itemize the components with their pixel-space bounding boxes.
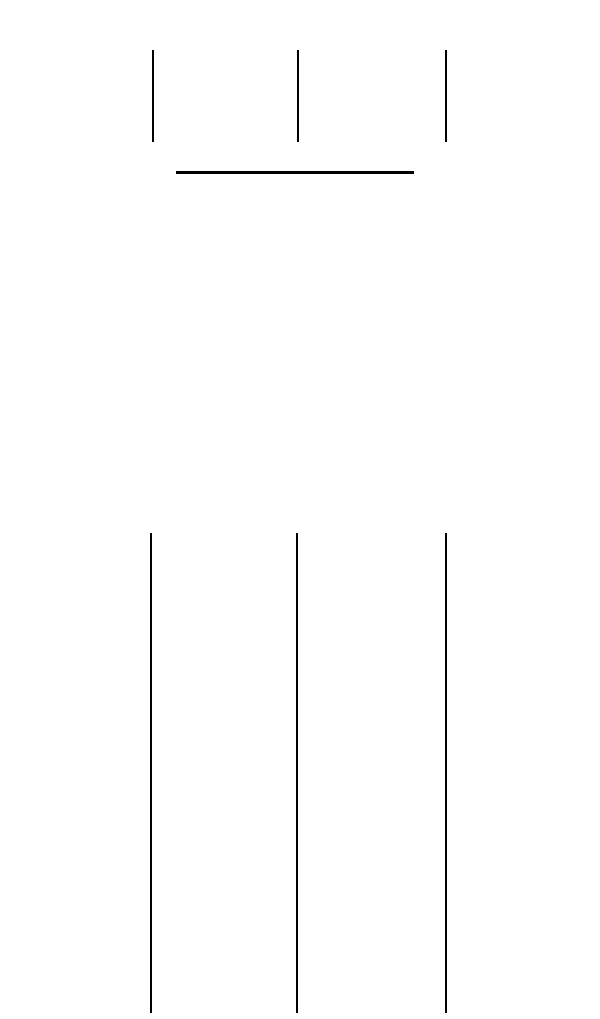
vibhag-bar: [297, 50, 299, 142]
vibhag-bar: [445, 50, 447, 142]
vibhag-bar: [150, 533, 152, 1013]
divider-rule: [176, 171, 414, 174]
vibhag-bar: [445, 533, 447, 1013]
vibhag-bar: [152, 50, 154, 142]
vibhag-bar: [296, 533, 298, 1013]
